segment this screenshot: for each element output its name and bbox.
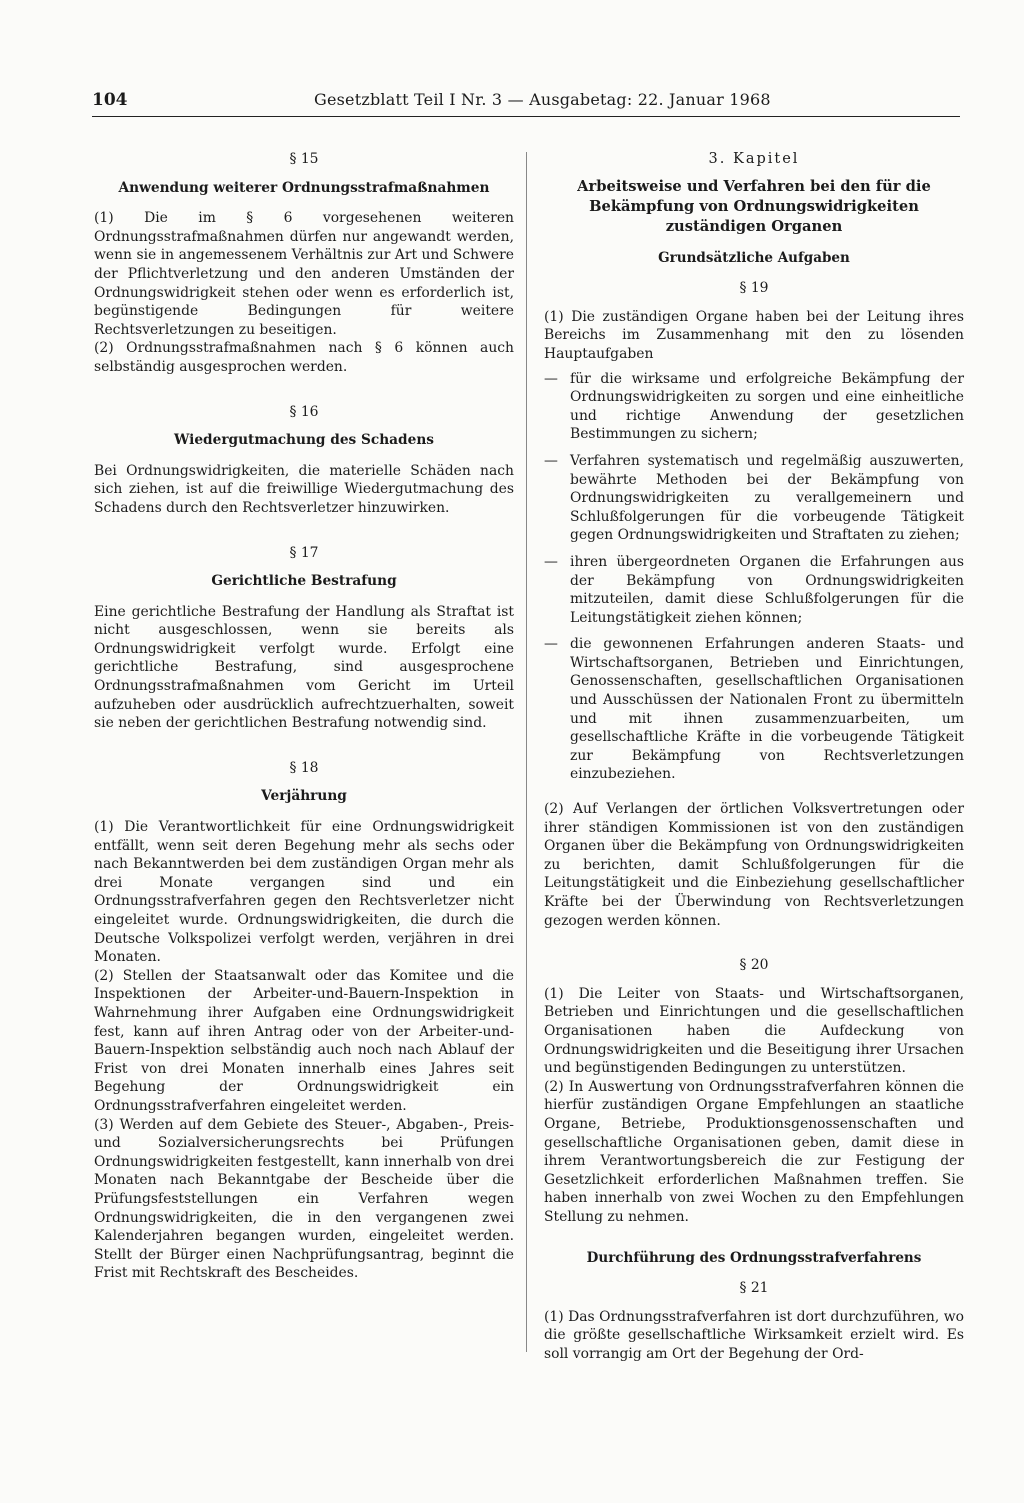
list-item [544, 370, 964, 444]
header-title: Gesetzblatt Teil I Nr. 3 — Ausgabetag: 22. Januar 1968 [314, 90, 771, 109]
section-heading-16: Wiedergutmachung des Schadens [174, 432, 434, 449]
subheading-grundsaetzliche-aufgaben: Grundsätzliche Aufgaben [658, 249, 850, 266]
list-item-text: für die wirksame und erfolgreiche Bekämpfung der Ordnungswidrigkeiten zu sorgen und eine einheitliche und richtige Anwendung der gesetzlichen Bestimmungen zu sichern; [570, 370, 964, 443]
left-column [94, 150, 514, 1283]
dash-marker: — [544, 636, 558, 653]
bullet-list-19 [544, 370, 964, 784]
chapter-label: 3. Kapitel [708, 151, 800, 167]
paragraph-19-2: (2) Auf Verlangen der örtlichen Volksvertretungen oder ihrer ständigen Kommissionen ist von den zuständigen Organen über die Bekämpfung von Ordnungswidrigkeiten zu berichten, damit Schlußfolgerungen für die Leitungstätigkeit und die Einbeziehung gesellschaftlicher Kräfte bei der Überwindung von Rechtsverletzungen gezogen werden können. [544, 801, 964, 929]
section-heading-17: Gerichtliche Bestrafung [211, 573, 397, 590]
paragraph-15-2: (2) Ordnungsstrafmaßnahmen nach § 6 können auch selbständig ausgesprochen werden. [94, 340, 514, 375]
paragraph-18-2: (2) Stellen der Staatsanwalt oder das Komitee und die Inspektionen der Arbeiter-und-Bauern-Inspektion in Wahrnehmung ihrer Aufgaben eine Ordnungswidrigkeit fest, kann auf ihren Antrag oder von der Arbeiter-und-Bauern-Inspektion selbständig auch noch nach Ablauf der Frist von drei Monaten innerhalb eines Jahres seit Begehung der Ordnungswidrigkeit ein Ordnungsstrafverfahren eingeleitet werden. [94, 967, 514, 1114]
section-number-15: § 15 [289, 151, 319, 167]
section-heading-15: Anwendung weiterer Ordnungsstrafmaßnahmen [118, 179, 490, 196]
list-item [544, 553, 964, 627]
paragraph-15-1: (1) Die im § 6 vorgesehenen weiteren Ordnungsstrafmaßnahmen dürfen nur angewandt werden, wenn sie in angemessenem Verhältnis zur Art und Schwere der Pflichtverletzung und den anderen Umständen der Ordnungswidrigkeit stehen oder wenn es erforderlich ist, begünstigende Bedingungen für weitere Rechtsverletzungen zu beseitigen. [94, 210, 514, 338]
section-number-19: § 19 [739, 280, 769, 297]
list-item-text: Verfahren systematisch und regelmäßig auszuwerten, bewährte Methoden bei der Bekämpfung von Ordnungswidrigkeiten zu verallgemeinern und Schlußfolgerungen für die vorbeugende Tätigkeit gegen Ordnungswidrigkeiten und Straftaten zu ziehen; [570, 452, 964, 544]
chapter-title: Arbeitsweise und Verfahren bei den für die Bekämpfung von Ordnungswidrigkeiten zuständigen Organen [577, 177, 931, 235]
section-number-20: § 20 [739, 957, 769, 974]
page-header [92, 88, 960, 117]
dash-marker: — [544, 370, 558, 387]
paragraph-20-2: (2) In Auswertung von Ordnungsstrafverfahren können die hierfür zuständigen Organe Empfehlungen an staatliche Organe, Betriebe, Produktionsgenossenschaften und gesellschaftliche Organisationen geben, damit diese in ihrem Verantwortungsbereich die zur Festigung der Gesetzlichkeit erforderlichen Maßnahmen treffen. Sie haben innerhalb von zwei Wochen zu den Empfehlungen Stellung zu nehmen. [544, 1078, 964, 1225]
right-column [544, 150, 964, 1363]
subheading-durchfuehrung: Durchführung des Ordnungsstrafverfahrens [586, 1249, 922, 1266]
page-number: 104 [92, 90, 128, 110]
paragraph-20-1: (1) Die Leiter von Staats- und Wirtschaftsorganen, Betrieben und Einrichtungen und die gesellschaftlichen Organisationen haben die Aufdeckung von Ordnungswidrigkeiten und die Beseitigung ihrer Ursachen und begünstigenden Bedingungen zu unterstützen. [544, 985, 964, 1077]
paragraph-18-1: (1) Die Verantwortlichkeit für eine Ordnungswidrigkeit entfällt, wenn seit deren Begehung mehr als sechs oder nach Bekanntwerden bei dem zuständigen Organ mehr als drei Monate vergangen sind und ein Ordnungsstrafverfahren gegen den Rechtsverletzer nicht eingeleitet wurde. Ordnungswidrigkeiten, die durch die Deutsche Volkspolizei verfolgt werden, verjähren in drei Monaten. [94, 819, 514, 966]
list-item-text: die gewonnenen Erfahrungen anderen Staats- und Wirtschaftsorganen, Betrieben und Einrichtungen, Genossenschaften, gesellschaftlichen Organisationen und Ausschüssen der Nationalen Front zu übermitteln und mit ihnen zusammenzuarbeiten, um gesellschaftliche Kräfte in die vorbeugende Tätigkeit zur Bekämpfung von Rechtsverletzungen einzubeziehen. [570, 636, 964, 783]
section-number-16: § 16 [289, 403, 319, 420]
paragraph-19-intro: (1) Die zuständigen Organe haben bei der Leitung ihres Bereichs im Zusammenhang mit den zu lösenden Hauptaufgaben [544, 308, 964, 362]
list-item-text: ihren übergeordneten Organen die Erfahrungen aus der Bekämpfung von Ordnungswidrigkeiten mitzuteilen, damit diese Schlußfolgerungen für die Leitungstätigkeit ziehen können; [570, 553, 964, 626]
section-number-18: § 18 [289, 759, 319, 776]
section-number-17: § 17 [289, 544, 319, 561]
column-divider [526, 152, 527, 1352]
dash-marker: — [544, 553, 558, 570]
paragraph-21-1: (1) Das Ordnungsstrafverfahren ist dort durchzuführen, wo die größte gesellschaftliche Wirksamkeit erzielt wird. Es soll vorrangig am Ort der Begehung der Ord- [544, 1308, 964, 1362]
paragraph-17-1: Eine gerichtliche Bestrafung der Handlung als Straftat ist nicht ausgeschlossen, wenn sie bereits als Ordnungswidrigkeit verfolgt wurde. Erfolgt eine gerichtliche Bestrafung, sind ausgesprochene Ordnungsstrafmaßnahmen vom Gericht im Urteil aufzuheben oder ausdrücklich aufrechtzuerhalten, soweit sie neben der gerichtlichen Bestrafung notwendig sind. [94, 603, 514, 732]
section-heading-18: Verjährung [261, 788, 347, 805]
section-number-21: § 21 [739, 1280, 769, 1297]
paragraph-16-1: Bei Ordnungswidrigkeiten, die materielle Schäden nach sich ziehen, ist auf die freiwillige Wiedergutmachung des Schadens durch den Rechtsverletzer hinzuwirken. [94, 462, 514, 516]
paragraph-18-3: (3) Werden auf dem Gebiete des Steuer-, Abgaben-, Preis- und Sozialversicherungsrechts bei Prüfungen Ordnungswidrigkeiten festgestellt, kann innerhalb von drei Monaten nach Bekanntgabe der Bescheide über die Prüfungsfeststellungen ein Verfahren wegen Ordnungswidrigkeiten, die in den vergangenen zwei Kalenderjahren begangen wurden, eingeleitet werden. Stellt der Bürger einen Nachprüfungsantrag, beginnt die Frist mit Rechtskraft des Bescheides. [94, 1116, 514, 1282]
list-item [544, 452, 964, 545]
dash-marker: — [544, 452, 558, 469]
list-item [544, 635, 964, 784]
